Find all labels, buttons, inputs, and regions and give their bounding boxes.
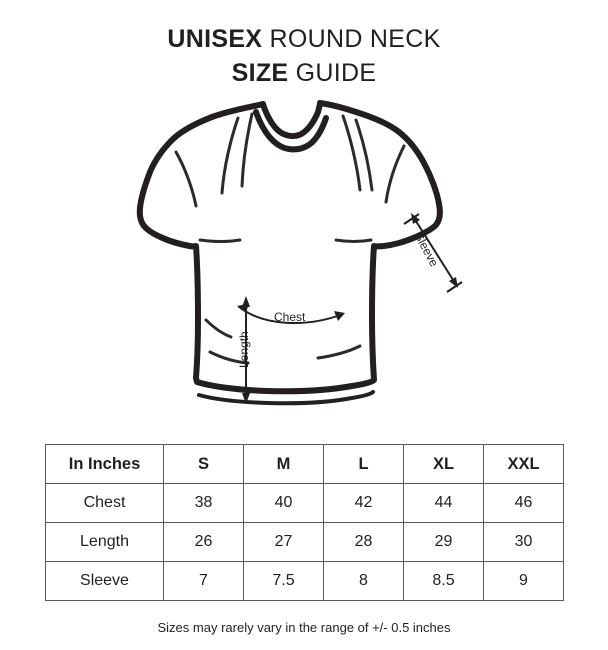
table-header-cell: XXL xyxy=(484,445,564,484)
page-title xyxy=(0,0,608,90)
table-cell: 40 xyxy=(244,484,324,523)
table-cell: 7 xyxy=(164,562,244,601)
tshirt-illustration xyxy=(0,90,608,420)
table-header-cell: S xyxy=(164,445,244,484)
table-cell: 8 xyxy=(324,562,404,601)
table-header-cell: In Inches xyxy=(46,445,164,484)
title-line-2-rest: GUIDE xyxy=(288,59,377,87)
table-cell: 44 xyxy=(404,484,484,523)
size-table-wrapper xyxy=(45,444,563,601)
footnote: Sizes may rarely vary in the range of +/- 0.5 inches xyxy=(157,620,451,635)
table-cell: 7.5 xyxy=(244,562,324,601)
table-row-label: Sleeve xyxy=(46,562,164,601)
table-header-cell: L xyxy=(324,445,404,484)
table-row xyxy=(46,562,564,601)
title-line-2-strong: SIZE xyxy=(231,59,289,87)
title-line-1-strong: UNISEX xyxy=(167,25,263,53)
table-cell: 26 xyxy=(164,523,244,562)
chest-label: Chest xyxy=(274,310,306,324)
table-cell: 28 xyxy=(324,523,404,562)
table-cell: 42 xyxy=(324,484,404,523)
table-cell: 30 xyxy=(484,523,564,562)
table-header-cell: XL xyxy=(404,445,484,484)
sleeve-label: Sleeve xyxy=(411,230,442,269)
table-cell: 27 xyxy=(244,523,324,562)
title-line-2 xyxy=(0,56,608,90)
table-header-cell: M xyxy=(244,445,324,484)
table-cell: 29 xyxy=(404,523,484,562)
table-row xyxy=(46,523,564,562)
length-label: Length xyxy=(237,331,251,368)
table-row xyxy=(46,484,564,523)
title-line-1 xyxy=(0,22,608,56)
table-cell: 46 xyxy=(484,484,564,523)
table-cell: 8.5 xyxy=(404,562,484,601)
table-cell: 38 xyxy=(164,484,244,523)
title-line-1-rest: ROUND NECK xyxy=(262,25,441,53)
table-header-row xyxy=(46,445,564,484)
tshirt-drawing xyxy=(0,90,608,420)
table-row-label: Chest xyxy=(46,484,164,523)
table-row-label: Length xyxy=(46,523,164,562)
size-table xyxy=(45,444,564,601)
table-cell: 9 xyxy=(484,562,564,601)
